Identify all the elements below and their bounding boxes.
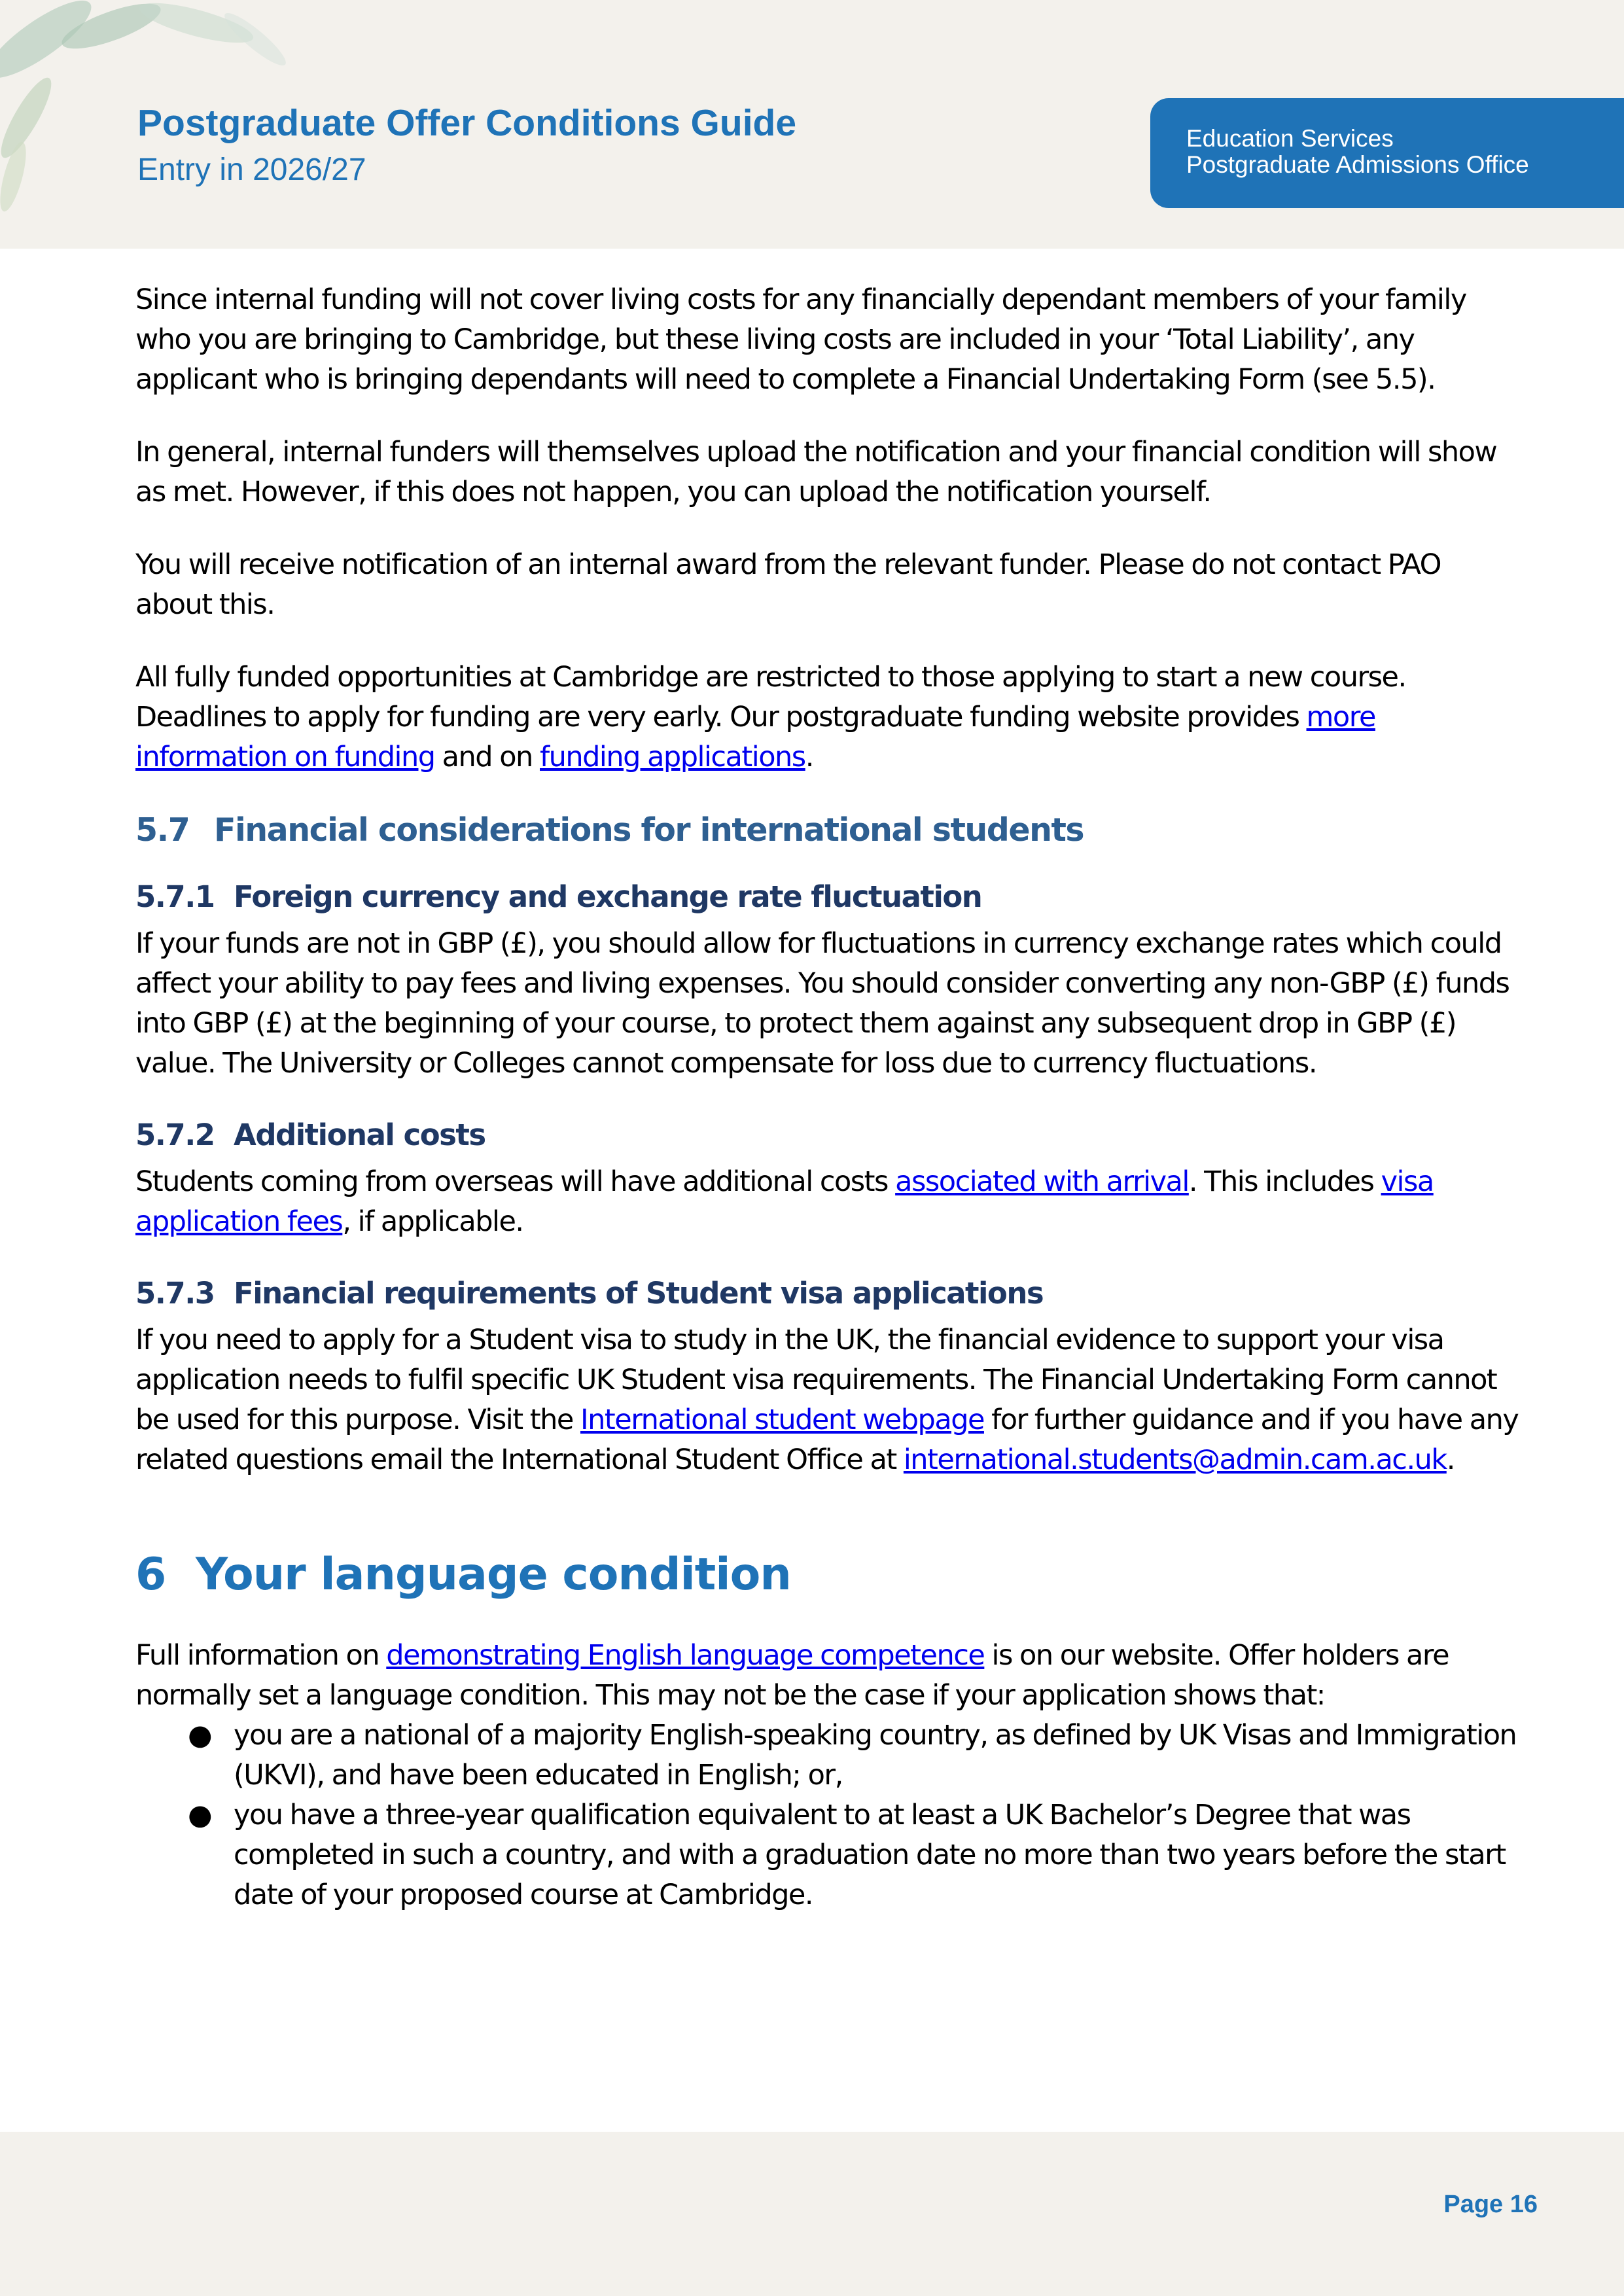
list-item xyxy=(188,1716,1523,1795)
list-item xyxy=(188,1795,1523,1915)
english-competence-link[interactable]: demonstrating English language competence xyxy=(386,1639,985,1672)
list-item-text: you have a three-year qualification equivalent to at least a UK Bachelor’s Degree that was completed in such a country, and with a graduation date no more than two years before the start date of your proposed course at Cambridge. xyxy=(234,1799,1506,1911)
section-number: 5.7 xyxy=(135,811,190,849)
visa-fees-link[interactable]: visa application fees xyxy=(135,1165,1434,1238)
text-span: , if applicable. xyxy=(342,1205,523,1238)
text-span: Full information on xyxy=(135,1639,387,1672)
funding-applications-link[interactable]: funding applications xyxy=(539,741,805,773)
section-title: Your language condition xyxy=(196,1549,791,1600)
paragraph-currency: If your funds are not in GBP (£), you should allow for fluctuations in currency exchange rates which could affect your ability to pay fees and living expenses. You should consider converting any non-GBP (£) funds into GBP (£) at the beginning of your course, to protect them against any subsequent drop in GBP (£) value. The University or Colleges cannot compensate for loss due to currency fluctuations. xyxy=(135,927,1509,1080)
paragraph-notification-upload: In general, internal funders will themselves upload the notification and your financial condition will show as met. However, if this does not happen, you can upload the notification yourself. xyxy=(135,436,1497,508)
paragraph-dependants: Since internal funding will not cover living costs for any financially dependant members of your family who you are bringing to Cambridge, but these living costs are included in your ‘Total Liability’, any applicant who is bringing dependants will need to complete a Financial Undertaking Form (see 5.5). xyxy=(135,283,1466,396)
section-heading-5-7 xyxy=(135,810,1523,851)
section-title: Financial requirements of Student visa applications xyxy=(234,1276,1044,1311)
international-student-webpage-link[interactable]: International student webpage xyxy=(580,1404,984,1436)
page-header xyxy=(0,0,1624,249)
text-span: is on our website. Offer holders are normally set a language condition. This may not be the case if your application shows that: xyxy=(135,1639,1449,1712)
text-span: . xyxy=(805,741,813,773)
section-number: 5.7.1 xyxy=(135,879,215,914)
arrival-costs-link[interactable]: associated with arrival xyxy=(895,1165,1189,1198)
paragraph-visa-requirements xyxy=(135,1320,1523,1480)
text-span: Students coming from overseas will have additional costs xyxy=(135,1165,896,1198)
language-exemption-list xyxy=(188,1716,1523,1915)
international-office-email-link[interactable]: international.students@admin.cam.ac.uk xyxy=(903,1443,1447,1476)
section-number: 5.7.2 xyxy=(135,1118,215,1152)
text-span: If you need to apply for a Student visa to study in the UK, the financial evidence to support your visa application needs to fulfil specific UK Student visa requirements. The Financial Undertaking Form cannot be used for this purpose. Visit the xyxy=(135,1324,1497,1436)
document-title: Postgraduate Offer Conditions Guide xyxy=(137,102,797,144)
text-span: for further guidance and if you have any related questions email the International Student Office at xyxy=(135,1404,1519,1476)
section-number: 6 xyxy=(135,1549,166,1600)
list-item-text: you are a national of a majority English-speaking country, as defined by UK Visas and Immigration (UKVI), and have been educated in English; or, xyxy=(234,1719,1517,1792)
paragraph-additional-costs xyxy=(135,1162,1523,1242)
section-number: 5.7.3 xyxy=(135,1276,215,1311)
paragraph-language-condition xyxy=(135,1636,1523,1716)
bullet-icon: ● xyxy=(188,1799,212,1831)
section-title: Foreign currency and exchange rate fluctuation xyxy=(234,879,982,914)
subsection-heading-5-7-2 xyxy=(135,1116,1523,1154)
text-span: and on xyxy=(434,741,540,773)
page-number: Page 16 xyxy=(1443,2191,1538,2218)
section-title: Additional costs xyxy=(234,1118,485,1152)
subsection-heading-5-7-1 xyxy=(135,878,1523,916)
page-content xyxy=(135,280,1523,1915)
section-title: Financial considerations for international students xyxy=(214,811,1084,849)
paragraph-internal-award: You will receive notification of an internal award from the relevant funder. Please do not contact PAO about this. xyxy=(135,548,1441,621)
organisation-badge xyxy=(1150,98,1624,208)
text-span: . xyxy=(1446,1443,1455,1476)
org-name: Education Services xyxy=(1186,125,1394,152)
subsection-heading-5-7-3 xyxy=(135,1275,1523,1313)
paragraph-funding-deadlines xyxy=(135,658,1523,777)
office-name: Postgraduate Admissions Office xyxy=(1186,151,1529,178)
bullet-icon: ● xyxy=(188,1719,212,1752)
page-footer xyxy=(0,2132,1624,2296)
document-subtitle: Entry in 2026/27 xyxy=(137,152,366,187)
text-span: All fully funded opportunities at Cambridge are restricted to those applying to start a new course. Deadlines to apply for funding are very early. Our postgraduate funding website provides xyxy=(135,661,1406,733)
section-heading-6 xyxy=(135,1545,1523,1604)
funding-information-link[interactable]: more information on funding xyxy=(135,701,1375,773)
text-span: . This includes xyxy=(1188,1165,1381,1198)
